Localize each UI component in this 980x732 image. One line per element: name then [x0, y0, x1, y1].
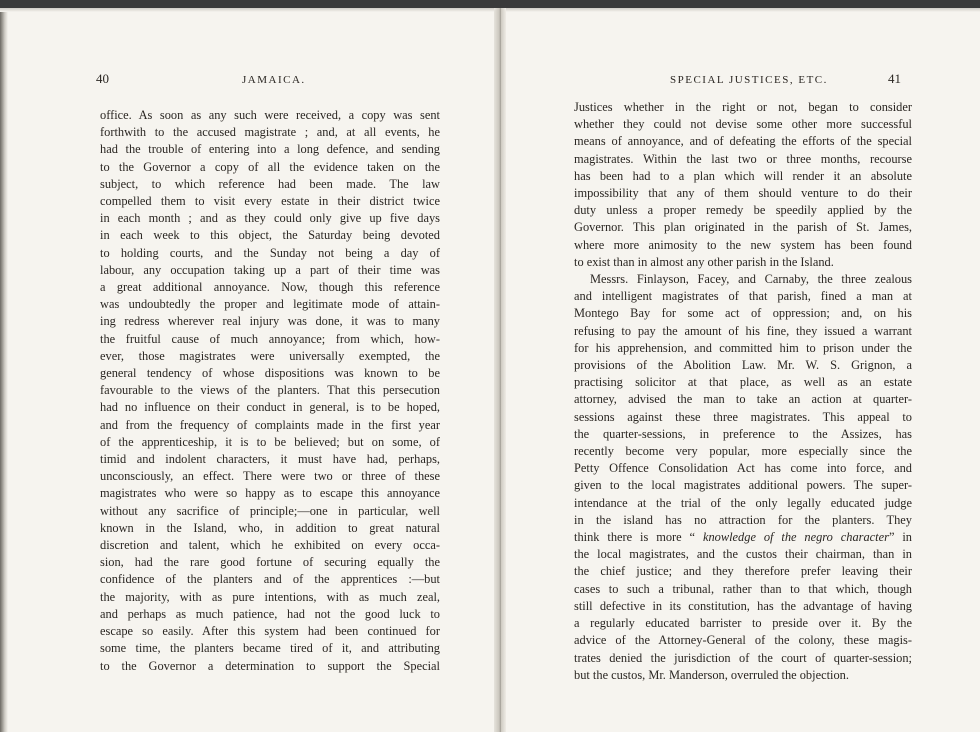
- text-line: sion, had the rare good fortune of securing equally the: [100, 555, 440, 570]
- text-line: sessions against these three magistrates. This appeal to: [574, 409, 912, 424]
- book-gutter: [494, 8, 506, 732]
- left-running-head: JAMAICA.: [242, 74, 306, 86]
- text-line: a regularly educated barrister to preside over it. By the: [574, 616, 912, 631]
- text-line: given to the local magistrates additional powers. The super-: [574, 478, 912, 493]
- left-body-text: [100, 107, 440, 675]
- text-line: the fruitful cause of much annoyance; from which, how-: [100, 331, 440, 346]
- right-page-number: 41: [888, 71, 901, 86]
- text-line: think there is more “ knowledge of the negro character” in: [574, 530, 912, 545]
- text-line: had no influence on their conduct in general, is to be hoped,: [100, 400, 440, 415]
- text-line: Justices whether in the right or not, began to consider: [574, 100, 912, 114]
- right-body-text: [574, 99, 912, 684]
- text-line: intendance at the trial of the only legally educated judge: [574, 495, 912, 510]
- text-line: to the Governor a copy of all the evidence taken on the: [100, 159, 440, 174]
- text-line: impossibility that any of them should venture to do their: [574, 186, 912, 201]
- text-line: to exist than in almost any other parish in the Island.: [574, 254, 834, 269]
- text-line: some time, the planters became tired of it, and attributing: [100, 641, 440, 656]
- page-top-edge: [0, 8, 980, 12]
- text-line: known in the Island, who, in addition to great natural: [100, 520, 440, 535]
- text-line: forthwith to the accused magistrate ; and, at all events, he: [100, 125, 440, 140]
- text-line: timid and indolent characters, it must have had, perhaps,: [100, 452, 440, 467]
- text-line: subject, to which reference had been made. The law: [100, 176, 440, 191]
- text-line: refusing to pay the amount of his fine, they issued a warrant: [574, 323, 912, 338]
- text-line: ing redress wherever real injury was done, it was to many: [100, 314, 440, 329]
- text-line: magistrates. Within the last two or three months, recourse: [574, 151, 912, 166]
- text-line: escape so easily. After this system had been continued for: [100, 624, 440, 639]
- text-line: means of annoyance, and of defeating the efforts of the special: [574, 134, 912, 149]
- text-line: Governor. This plan originated in the parish of St. James,: [574, 220, 912, 235]
- text-line: cases to such a tribunal, rather than to that which, though: [574, 581, 912, 596]
- text-line: the quarter-sessions, in preference to the Assizes, has: [574, 426, 912, 441]
- text-line: in the island has no attraction for the planters. They: [574, 512, 912, 527]
- text-line: general tendency of whose dispositions was known to be: [100, 366, 440, 381]
- text-line: without any sacrifice of principle;—one in particular, well: [100, 503, 440, 518]
- text-line: discretion and talent, which he exhibited on every occa-: [100, 538, 440, 553]
- text-line: the chief justice; and they therefore prefer leaving their: [574, 564, 912, 579]
- text-line: attorney, advised the man to take an action at quarter-: [574, 392, 912, 407]
- text-line: was undoubtedly the proper and legitimate mode of attain-: [100, 297, 440, 312]
- text-line: has been had to a plan which will render it an absolute: [574, 168, 912, 183]
- text-line: and intelligent magistrates of that parish, fined a man at: [574, 289, 912, 304]
- text-line: practising solicitor at that place, as well as an estate: [574, 375, 912, 390]
- text-line: and perhaps as much patience, had not the good luck to: [100, 606, 440, 621]
- left-page-number: 40: [96, 71, 109, 86]
- text-line: duty unless a proper remedy be speedily applied by the: [574, 203, 912, 218]
- text-line: in each week to this object, the Saturday being devoted: [100, 228, 440, 243]
- text-line: ever, those magistrates were universally exempted, the: [100, 348, 440, 363]
- text-line: trates denied the jurisdiction of the court of quarter-session;: [574, 650, 912, 665]
- text-line: unconsciously, an effect. There were two or three of these: [100, 469, 440, 484]
- text-line: whether they could not devise some other more successful: [574, 117, 912, 132]
- text-line: but the custos, Mr. Manderson, overruled the objection.: [574, 667, 849, 682]
- text-line: advice of the Attorney-General of the colony, these magis-: [574, 633, 912, 648]
- text-line: Montego Bay for some act of oppression; and, on his: [574, 306, 912, 321]
- text-line: labour, any occupation taking up a part of their time was: [100, 262, 440, 277]
- text-line: confidence of the planters and of the apprentices :—but: [100, 572, 440, 587]
- text-line: favourable to the views of the planters. That this persecution: [100, 383, 440, 398]
- text-line: the local magistrates, and the custos their chairman, than in: [574, 547, 912, 562]
- right-running-head: SPECIAL JUSTICES, ETC.: [670, 74, 828, 86]
- text-line: had the trouble of entering into a long defence, and sending: [100, 142, 440, 157]
- text-line: where more animosity to the new system has been found: [574, 237, 912, 252]
- book-edge: [0, 8, 8, 732]
- text-line: the majority, with as pure intentions, with as much zeal,: [100, 589, 440, 604]
- text-line: provisions of the Abolition Law. Mr. W. S. Grignon, a: [574, 358, 912, 373]
- text-line: of the apprenticeship, it is to be believed; but on some, of: [100, 434, 440, 449]
- text-line: a great additional annoyance. Now, though this reference: [100, 280, 440, 295]
- text-line: to the Governor a determination to support the Special: [100, 658, 440, 673]
- text-line: and from the frequency of complaints made in the first year: [100, 417, 440, 432]
- text-line: to holding courts, and the Sunday not being a day of: [100, 245, 440, 260]
- text-line: compelled them to visit every estate in their district twice: [100, 194, 440, 209]
- text-line: still defective in its constitution, has the advantage of having: [574, 598, 912, 613]
- text-line: Messrs. Finlayson, Facey, and Carnaby, the three zealous: [590, 272, 912, 287]
- text-line: office. As soon as any such were received, a copy was sent: [100, 108, 440, 122]
- text-line: in each month ; and as they could only give up five days: [100, 211, 440, 226]
- text-line: for his apprehension, and committed him to prison under the: [574, 340, 912, 355]
- text-line: magistrates who were so happy as to escape this annoyance: [100, 486, 440, 501]
- text-line: Petty Offence Consolidation Act has come into force, and: [574, 461, 912, 476]
- text-line: recently become very popular, more especially since the: [574, 444, 912, 459]
